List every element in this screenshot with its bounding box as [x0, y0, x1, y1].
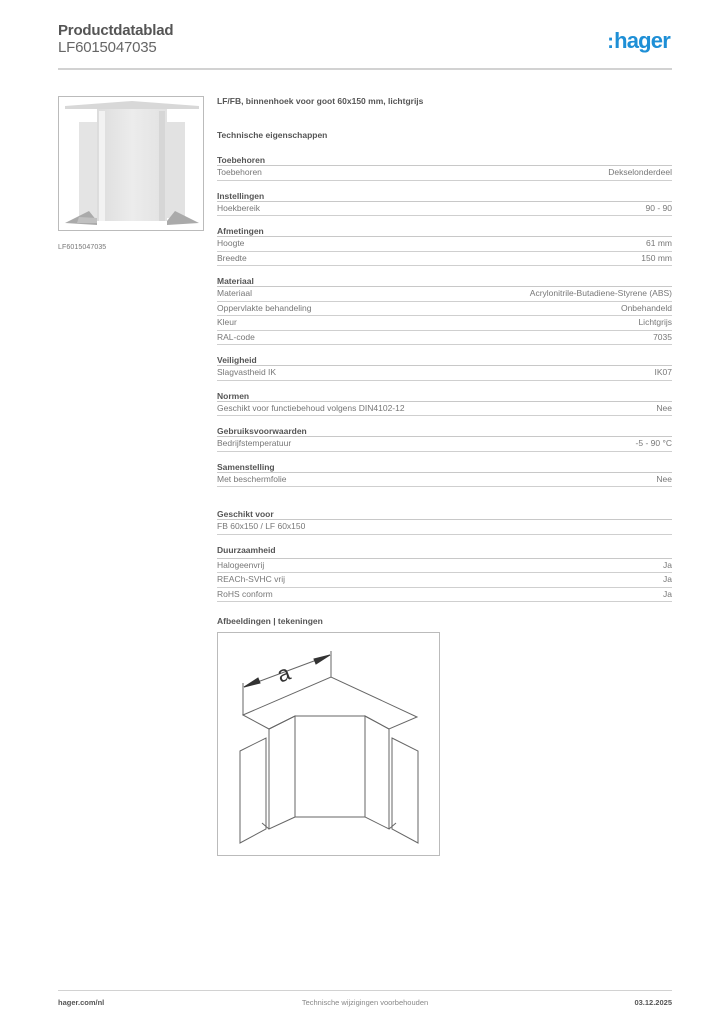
spec-row — [217, 588, 672, 603]
spec-label: Toebehoren — [217, 167, 262, 177]
spec-row — [217, 366, 672, 381]
section-material — [217, 276, 672, 345]
spec-row — [217, 520, 672, 535]
section-title: Geschikt voor — [217, 509, 672, 520]
specifications — [217, 96, 672, 856]
spec-row — [217, 166, 672, 181]
inner-corner-drawing-icon — [218, 633, 439, 855]
spec-value: IK07 — [654, 367, 672, 377]
spec-label: Hoekbereik — [217, 202, 260, 213]
spec-label: Halogeenvrij — [217, 559, 265, 570]
spec-row — [217, 287, 672, 302]
spec-value: 150 mm — [641, 252, 672, 263]
spec-value: Ja — [663, 574, 672, 584]
section-dimensions — [217, 226, 672, 266]
spec-value: 61 mm — [646, 238, 672, 248]
spec-label: Breedte — [217, 252, 247, 263]
spec-label: RoHS conform — [217, 588, 273, 599]
spec-label: REACh-SVHC vrij — [217, 574, 286, 584]
spec-row — [217, 559, 672, 574]
disclaimer: Technische wijzigingen voorbehouden — [301, 998, 429, 1007]
spec-value: Ja — [663, 559, 672, 570]
section-accessories — [217, 155, 672, 181]
spec-label: Bedrijfstemperatuur — [217, 438, 292, 448]
header-divider — [58, 68, 672, 70]
spec-row — [217, 473, 672, 488]
spec-value: Nee — [656, 473, 672, 484]
spec-label: Oppervlakte behandeling — [217, 302, 312, 313]
section-title: Materiaal — [217, 276, 672, 287]
spec-value: Onbehandeld — [620, 302, 672, 313]
spec-row — [217, 302, 672, 317]
spec-value: Lichtgrijs — [638, 317, 672, 327]
spec-label: Materiaal — [217, 288, 252, 298]
spec-value: Acrylonitrile-Butadiene-Styrene (ABS) — [529, 288, 672, 298]
section-title: Normen — [217, 391, 672, 402]
product-photo-icon — [59, 97, 204, 231]
spec-row — [217, 237, 672, 252]
page-header — [58, 22, 672, 70]
product-description: LF/FB, binnenhoek voor goot 60x150 mm, lichtgrijs — [217, 96, 424, 106]
section-composition — [217, 462, 672, 488]
logo-text: hager — [614, 28, 670, 53]
photo-caption: LF6015047035 — [58, 244, 107, 251]
technical-drawing — [217, 632, 440, 856]
product-code: LF6015047035 — [58, 39, 157, 56]
section-settings — [217, 191, 672, 217]
section-conditions-of-use — [217, 426, 672, 452]
spec-row — [217, 316, 672, 331]
spec-row — [217, 402, 672, 417]
document-date: 03.12.2025 — [634, 998, 672, 1007]
footer-divider — [58, 990, 672, 991]
spec-value: 7035 — [653, 331, 672, 342]
page-footer — [58, 998, 672, 1007]
website-link[interactable]: hager.com/nl — [58, 998, 105, 1007]
spec-row — [217, 437, 672, 452]
section-title: Veiligheid — [217, 355, 672, 366]
section-title: Toebehoren — [217, 155, 672, 166]
spec-label: Hoogte — [217, 238, 245, 248]
section-title: Duurzaamheid — [217, 545, 672, 559]
technical-properties-title: Technische eigenschappen — [217, 130, 328, 140]
spec-value: Ja — [663, 588, 672, 599]
spec-value: Nee — [656, 402, 672, 413]
spec-row — [217, 573, 672, 588]
hager-logo — [607, 28, 670, 54]
spec-label: Geschikt voor functiebehoud volgens DIN4102-12 — [217, 402, 405, 413]
spec-value: 90 - 90 — [645, 202, 672, 213]
drawings-title: Afbeeldingen | tekeningen — [217, 616, 323, 626]
spec-label: Met beschermfolie — [217, 473, 287, 484]
spec-label: FB 60x150 / LF 60x150 — [217, 521, 306, 531]
section-sustainability — [217, 545, 672, 603]
section-title: Gebruiksvoorwaarden — [217, 426, 672, 437]
section-title: Afmetingen — [217, 226, 672, 237]
spec-label: RAL-code — [217, 331, 255, 342]
spec-value: -5 - 90 °C — [635, 438, 672, 448]
dimension-label: a — [273, 659, 294, 688]
logo-prefix: : — [607, 31, 614, 53]
document-title: Productdatablad — [58, 22, 174, 39]
spec-row — [217, 331, 672, 346]
spec-label: Kleur — [217, 317, 237, 327]
section-title: Instellingen — [217, 191, 672, 202]
section-suitable-for — [217, 509, 672, 535]
section-standards — [217, 391, 672, 417]
spec-row — [217, 202, 672, 217]
product-photo — [58, 96, 204, 231]
spec-row — [217, 252, 672, 267]
section-safety — [217, 355, 672, 381]
section-title: Samenstelling — [217, 462, 672, 473]
spec-value: Dekselonderdeel — [608, 167, 672, 177]
spec-label: Slagvastheid IK — [217, 367, 277, 377]
